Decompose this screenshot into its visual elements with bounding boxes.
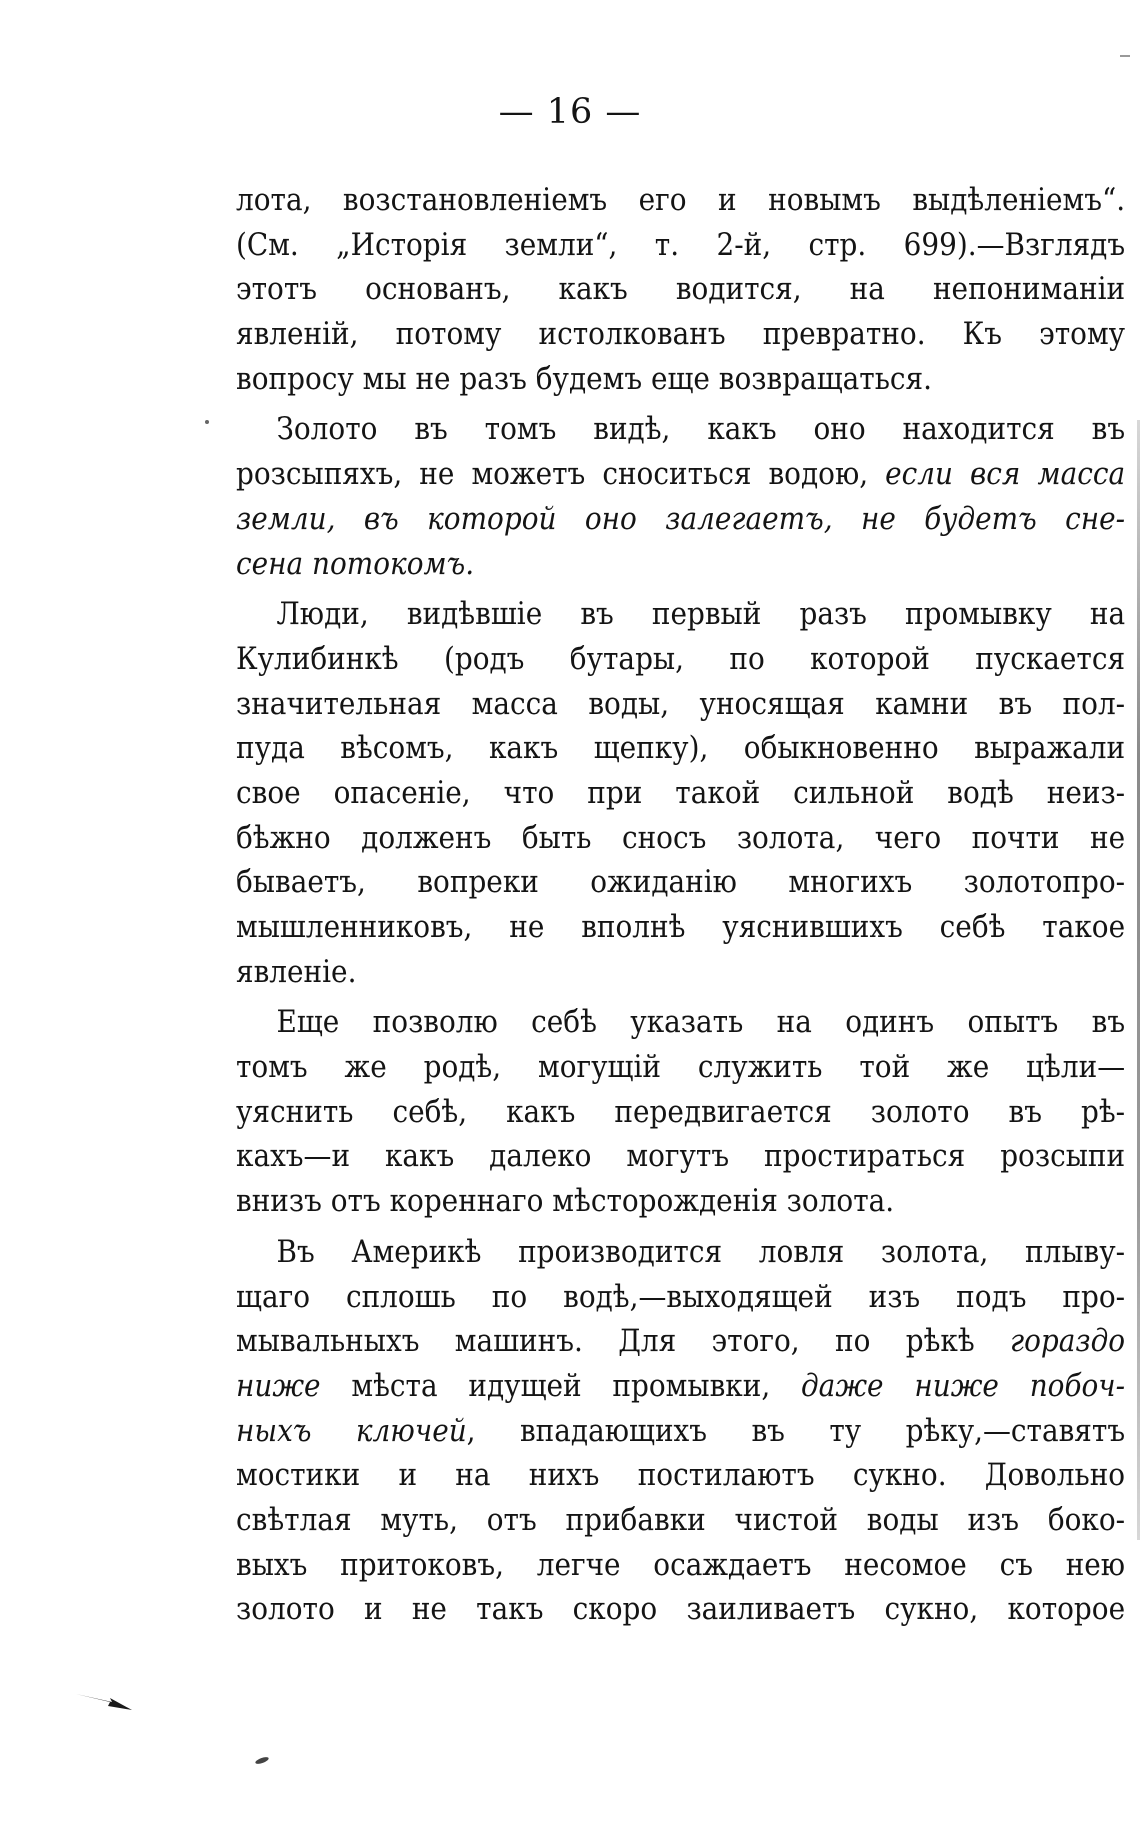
italic-text: ныхъ ключей [236, 1412, 467, 1449]
text-line: выхъ притоковъ, легче осаждаетъ несомое съ нею [236, 1546, 1126, 1583]
text-line: мостики и на нихъ постилаютъ сукно. Довольно [236, 1457, 1126, 1494]
text-line: золото и не такъ скоро заиливаетъ сукно, которое [236, 1591, 1126, 1628]
text-line: значительная масса воды, уносящая камни въ пол- [236, 685, 1126, 722]
text-line: розсыпяхъ, не можетъ сноситься водою, если вся масса [236, 456, 1126, 493]
scan-speck [205, 420, 209, 424]
text-line: свѣтлая муть, отъ прибавки чистой воды изъ боко- [236, 1501, 1126, 1538]
text-line [236, 542, 1125, 587]
text-line: Люди, видѣвшіе въ первый разъ промывку на [276, 596, 1126, 633]
text-line: вопросу мы не разъ будемъ еще возвращаться. [236, 360, 933, 397]
text-line: Кулибинкѣ (родъ бутары, по которой пускается [236, 640, 1126, 677]
italic-text: гораздо [1010, 1323, 1126, 1360]
text-line: мывальныхъ машинъ. Для этого, по рѣкѣ гораздо [236, 1323, 1126, 1360]
text-line: пуда вѣсомъ, какъ щепку), обыкновенно выражали [236, 730, 1126, 767]
text-line: Въ Америкѣ производится ловля золота, плыву- [276, 1233, 1126, 1270]
paragraph [236, 1000, 1126, 1223]
scan-speck [1120, 55, 1130, 57]
italic-text: если вся масса [885, 456, 1126, 493]
text-line: Еще позволю себѣ указать на одинъ опытъ въ [276, 1004, 1126, 1041]
body-text [236, 178, 1126, 1632]
text-line [236, 497, 1125, 542]
page-number: — 16 — [498, 92, 642, 132]
text-line: бываетъ, вопреки ожиданію многихъ золотопро- [236, 864, 1126, 901]
text-line: уяснить себѣ, какъ передвигается золото въ рѣ- [236, 1093, 1126, 1130]
scan-speck [255, 1756, 270, 1765]
text-line: кахъ—и какъ далеко могутъ простираться розсыпи [236, 1138, 1126, 1175]
text-line: Золото въ томъ видѣ, какъ оно находится въ [276, 411, 1126, 448]
paragraph [236, 407, 1126, 586]
text-line: щаго сплошь по водѣ,—выходящей изъ подъ про- [236, 1278, 1126, 1315]
text-line: явленіе. [236, 953, 357, 990]
italic-text: даже ниже побоч- [801, 1367, 1126, 1404]
text-line: ныхъ ключей, впадающихъ въ ту рѣку,—ставятъ [236, 1412, 1126, 1449]
paragraph [236, 1230, 1126, 1632]
ink-blot-mark [74, 1690, 134, 1712]
text-line: лота, возстановленіемъ его и новымъ выдѣленіемъ“. [236, 182, 1126, 218]
text-line: ниже мѣста идущей промывки, даже ниже побоч- [236, 1367, 1126, 1404]
text-line: явленій, потому истолкованъ превратно. Къ этому [236, 316, 1126, 353]
text-line: этотъ основанъ, какъ водится, на непониманіи [236, 271, 1126, 308]
paragraph [236, 178, 1126, 401]
text-line: мышленниковъ, не вполнѣ уяснившихъ себѣ такое [236, 909, 1126, 945]
paragraph [236, 592, 1126, 994]
italic-text: земли, въ которой оно залегаетъ, не будетъ сне- [236, 500, 1126, 537]
text-line: (См. „Исторія земли“, т. 2-й, стр. 699).—Взглядъ [236, 226, 1126, 263]
text-line: бѣжно долженъ быть сносъ золота, чего почти не [236, 819, 1126, 856]
text-line: томъ же родѣ, могущій служить той же цѣли— [236, 1049, 1126, 1086]
text-line: свое опасеніе, что при такой сильной водѣ неиз- [236, 774, 1126, 811]
text-line: внизъ отъ кореннаго мѣсторожденія золота. [236, 1183, 895, 1220]
italic-text: ниже [236, 1367, 321, 1404]
italic-text: сена потокомъ. [236, 545, 475, 582]
